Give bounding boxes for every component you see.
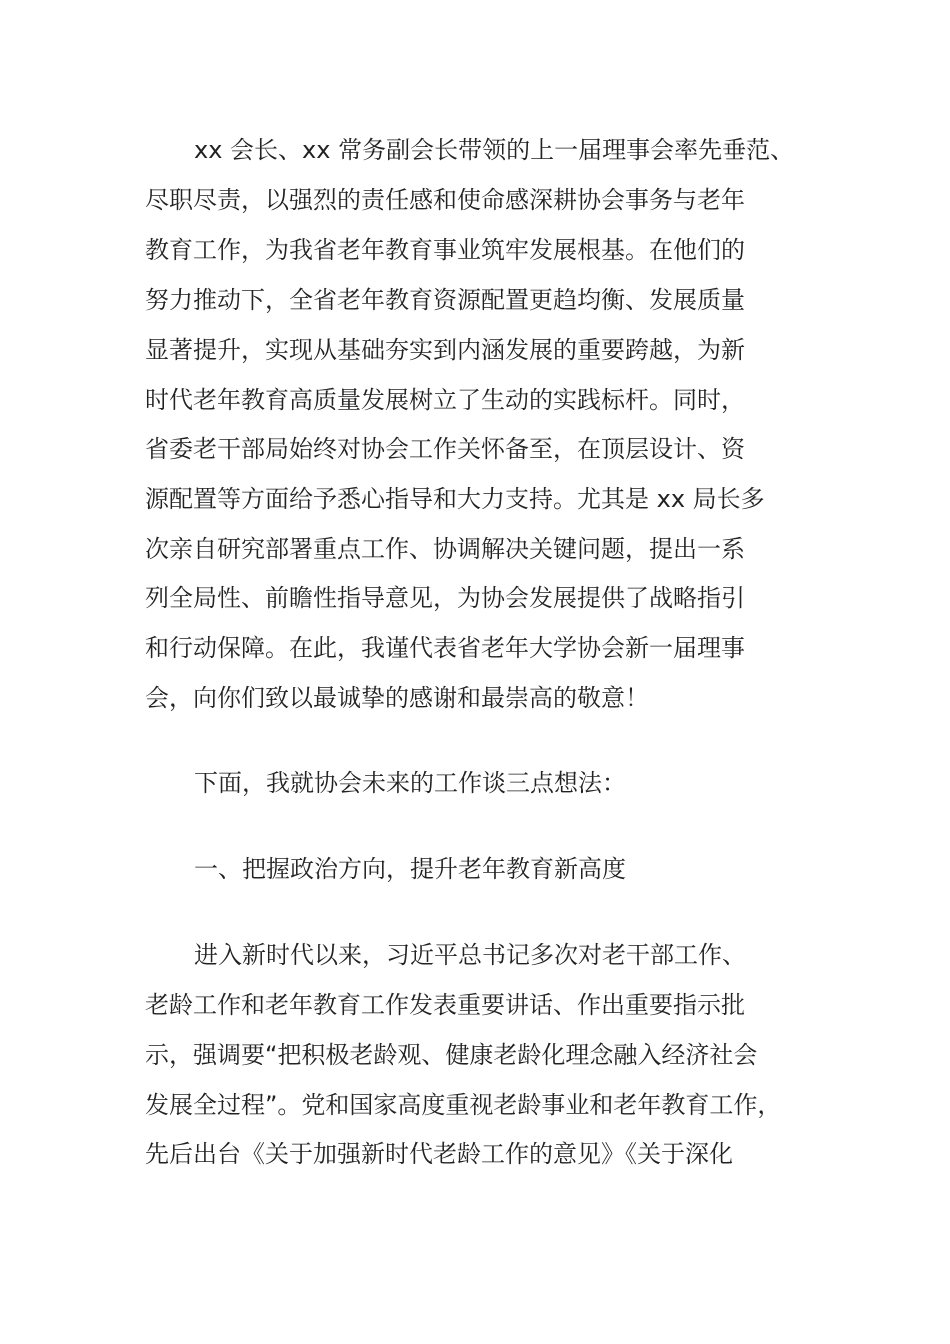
- text-line: 示，强调要“把积极老龄观、健康老龄化理念融入经济社会: [145, 1041, 758, 1069]
- text-line: 努力推动下，全省老年教育资源配置更趋均衡、发展质量: [145, 286, 745, 314]
- text-line: 会，向你们致以最诚挚的感谢和最崇高的敬意！: [145, 684, 649, 712]
- text-line: 和行动保障。在此，我谨代表省老年大学协会新一届理事: [145, 634, 745, 662]
- section-heading: 一、把握政治方向，提升老年教育新高度: [194, 855, 626, 883]
- text-line: 老龄工作和老年教育工作发表重要讲话、作出重要指示批: [145, 991, 745, 1019]
- text-line: 次亲自研究部署重点工作、协调解决关键问题，提出一系: [145, 535, 745, 563]
- text-line: 尽职尽责，以强烈的责任感和使命感深耕协会事务与老年: [145, 186, 745, 214]
- text-line: 源配置等方面给予悉心指导和大力支持。尤其是 xx 局长多: [145, 485, 765, 513]
- text-line: 显著提升，实现从基础夯实到内涵发展的重要跨越，为新: [145, 336, 745, 364]
- text-line: xx 会长、xx 常务副会长带领的上一届理事会率先垂范、: [194, 136, 795, 164]
- text-line: 发展全过程”。党和国家高度重视老龄事业和老年教育工作，: [145, 1091, 782, 1119]
- text-line: 先后出台《关于加强新时代老龄工作的意见》《关于深化: [145, 1140, 733, 1168]
- text-line: 省委老干部局始终对协会工作关怀备至，在顶层设计、资: [145, 435, 745, 463]
- text-line: 进入新时代以来，习近平总书记多次对老干部工作、: [194, 941, 746, 969]
- paragraph-intro: 下面，我就协会未来的工作谈三点想法：: [194, 769, 626, 797]
- text-line: 时代老年教育高质量发展树立了生动的实践标杆。同时，: [145, 386, 745, 414]
- text-line: 教育工作，为我省老年教育事业筑牢发展根基。在他们的: [145, 236, 745, 264]
- text-line: 列全局性、前瞻性指导意见，为协会发展提供了战略指引: [145, 584, 745, 612]
